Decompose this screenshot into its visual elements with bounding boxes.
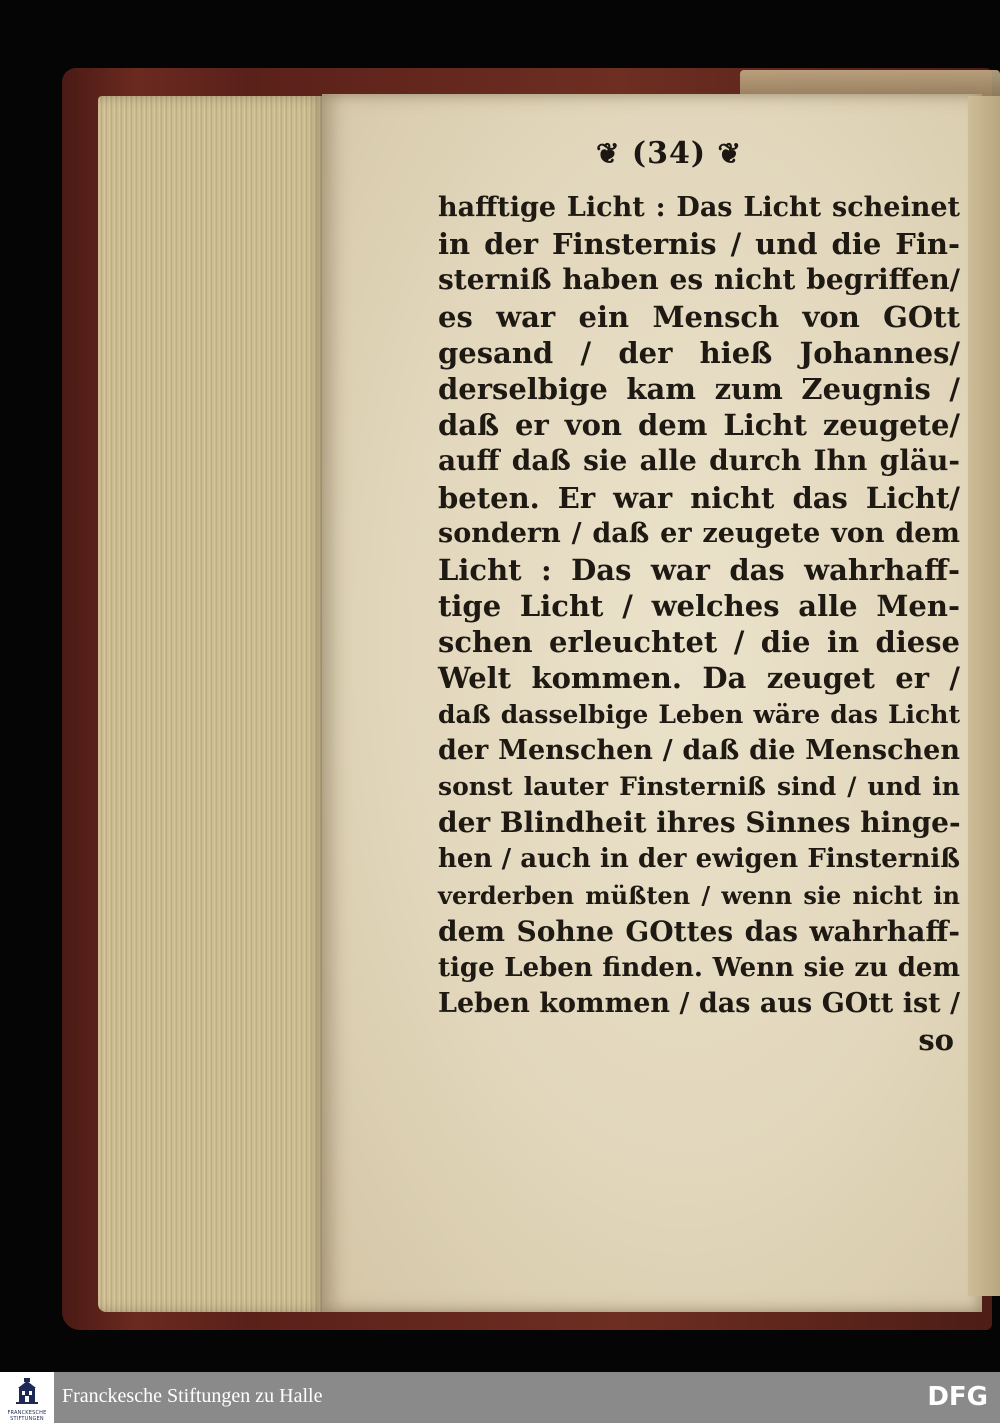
text-line: daß dasselbige Leben wäre das Licht xyxy=(438,699,960,729)
institution-logo[interactable] xyxy=(0,1372,54,1423)
text-line: gesand / der hieß Johannes/ xyxy=(438,335,960,370)
logo-caption: FRANCKESCHE STIFTUNGEN xyxy=(7,1410,47,1422)
text-line: sondern / daß er zeugete von dem xyxy=(438,517,960,549)
text-line: Welt kommen. Da zeuget er / xyxy=(438,661,960,696)
institution-name: Franckesche Stiftungen zu Halle xyxy=(62,1385,323,1407)
text-line: schen erleuchtet / die in diese xyxy=(438,625,960,660)
text-line: sonst lauter Finsterniß sind / und in xyxy=(438,772,960,801)
text-line: tige Licht / welches alle Men- xyxy=(438,589,960,624)
ornament-left-icon: ❦ xyxy=(596,137,621,170)
text-line: sterniß haben es nicht begriffen/ xyxy=(438,263,960,297)
dfg-logo[interactable]: DFG xyxy=(927,1382,988,1412)
page-number xyxy=(596,136,816,171)
text-line: Leben kommen / das aus GOtt ist / xyxy=(438,988,960,1020)
text-line: verderben müßten / wenn sie nicht in xyxy=(438,880,960,910)
text-line: Licht : Das war das wahrhaff- xyxy=(438,552,960,587)
text-line: auff daß sie alle durch Ihn gläu- xyxy=(438,444,960,478)
ornament-right-icon: ❦ xyxy=(717,137,742,170)
text-line: tige Leben finden. Wenn sie zu dem xyxy=(438,952,960,983)
text-line: der Blindheit ihres Sinnes hinge- xyxy=(438,806,961,840)
viewer-footer xyxy=(0,1372,1000,1423)
catchword: so xyxy=(918,1023,954,1058)
text-line: beten. Er war nicht das Licht/ xyxy=(438,480,960,515)
text-line: es war ein Mensch von GOtt xyxy=(438,299,960,334)
text-line: derselbige kam zum Zeugnis / xyxy=(438,371,960,406)
franckesche-logo-icon xyxy=(16,1378,38,1406)
page-gutter xyxy=(968,96,1000,1296)
text-line: in der Finsternis / und die Fin- xyxy=(438,227,960,262)
text-line: der Menschen / daß die Menschen xyxy=(438,734,960,766)
page-text xyxy=(438,190,960,1059)
text-line: dem Sohne GOttes das wahrhaff- xyxy=(438,914,960,948)
text-line: hafftige Licht : Das Licht scheinet xyxy=(438,192,960,223)
text-line: hen / auch in der ewigen Finsterniß xyxy=(438,844,960,875)
text-line: daß er von dem Licht zeugete/ xyxy=(438,408,960,443)
page-number-text: (34) xyxy=(631,136,707,171)
page-edges xyxy=(98,96,326,1312)
